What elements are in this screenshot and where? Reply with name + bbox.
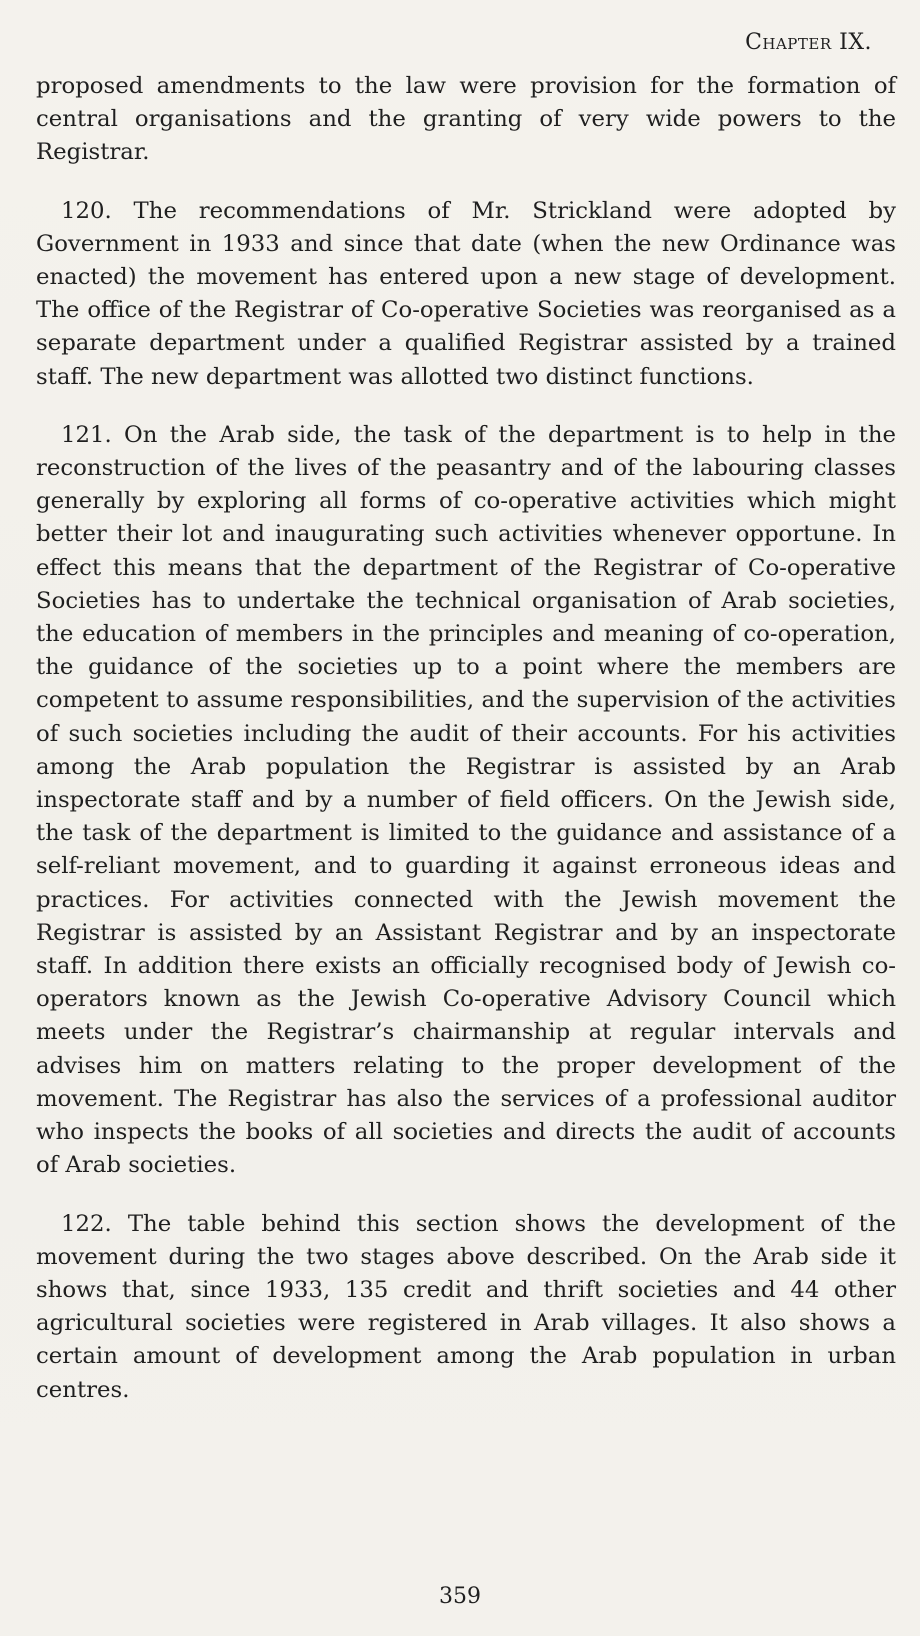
paragraph-120: 120. The recommendations of Mr. Strickland were adopted by Government in 1933 and since that date (when the new Ordinance was enacted) the movement has entered upon a new stage of development. The office of the Registrar of Co-operative Societies was reorganised as a separate department under a qualified Registrar assisted by a trained staff. The new department was allotted two distinct functions. xyxy=(36,197,896,390)
chapter-heading: Chapter IX. xyxy=(745,30,872,55)
body-text xyxy=(36,70,896,1407)
paragraph-continuation: proposed amendments to the law were provision for the formation of central organisations and the granting of very wide powers to the Registrar. xyxy=(36,73,896,166)
paragraph-121: 121. On the Arab side, the task of the department is to help in the reconstruction of the lives of the peasantry and of the labouring classes generally by exploring all forms of co-operative activities which might better their lot and inaugurating such activities whenever opportune. In effect this means that the department of the Registrar of Co-operative Societies has to undertake the technical organisation of Arab societies, the education of members in the principles and meaning of co-operation, the guidance of the societies up to a point where the members are competent to assume responsibilities, and the supervision of the activities of such societies including the audit of their accounts. For his activities among the Arab population the Registrar is assisted by an Arab inspectorate staff and by a number of field officers. On the Jewish side, the task of the department is limited to the guidance and assistance of a self-reliant movement, and to guarding it against erroneous ideas and practices. For activities connected with the Jewish movement the Registrar is assisted by an Assistant Registrar and by an inspectorate staff. In addition there exists an officially recognised body of Jewish co-operators known as the Jewish Co-operative Advisory Council which meets under the Registrar’s chairmanship at regular intervals and advises him on matters relating to the proper development of the movement. The Registrar has also the services of a professional auditor who inspects the books of all societies and directs the audit of accounts of Arab societies. xyxy=(36,421,896,1179)
page-number: 359 xyxy=(439,1584,481,1609)
paragraph-122: 122. The table behind this section shows the development of the movement during the two stages above described. On the Arab side it shows that, since 1933, 135 credit and thrift societies and 44 other agricultural societies were registered in Arab villages. It also shows a certain amount of development among the Arab population in urban centres. xyxy=(36,1210,896,1403)
